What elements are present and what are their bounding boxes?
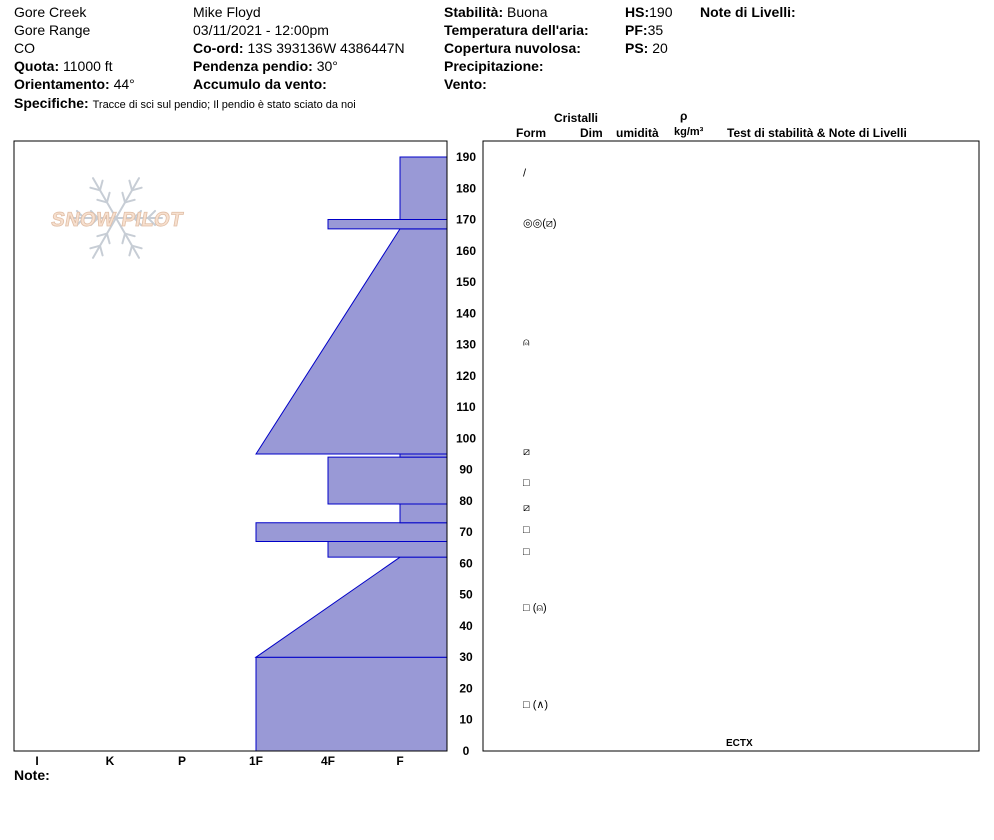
slope-label: Pendenza pendio:	[193, 58, 313, 74]
hardness-tick-label: P	[177, 754, 187, 768]
crystal-form-symbol: □	[523, 477, 530, 490]
hardness-tick-label: F	[396, 754, 404, 768]
hs-value: 190	[649, 4, 673, 20]
height-tick-label: 20	[459, 681, 473, 696]
layer-notes-label: Note di Livelli:	[700, 4, 796, 20]
flake-branch	[100, 181, 103, 191]
flake-branch	[107, 234, 110, 244]
hs-label: HS:	[625, 4, 650, 20]
height-tick-label: 130	[455, 337, 477, 352]
height-tick-label: 60	[459, 556, 473, 571]
crystal-form-symbol: □	[523, 545, 530, 558]
crystal-form-symbol: ⧄	[523, 445, 530, 458]
height-tick-label: 40	[459, 618, 473, 633]
layer-connector	[483, 560, 511, 564]
hardness-profile	[256, 157, 447, 751]
layer-connector	[483, 445, 511, 449]
height-tick-label: 170	[455, 212, 477, 227]
hardness-tick-label: K	[105, 754, 115, 768]
hardness-layer	[256, 229, 447, 454]
location: Gore Creek	[14, 4, 87, 20]
datetime: 03/11/2021 - 12:00pm	[193, 22, 329, 38]
height-tick-label: 70	[459, 525, 473, 540]
sky-label: Copertura nuvolosa:	[444, 40, 581, 56]
aspect-label: Orientamento:	[14, 76, 110, 92]
col-rho: ρ	[680, 109, 688, 123]
elevation-value: 11000 ft	[63, 58, 113, 74]
precip-label: Precipitazione:	[444, 58, 544, 74]
hardness-layer	[328, 220, 447, 229]
height-tick-label: 140	[455, 306, 477, 321]
crystal-form-symbol: □ (⍝)	[523, 602, 547, 615]
ps-value: 20	[652, 40, 668, 56]
flake-branch	[129, 181, 132, 191]
height-axis	[456, 150, 708, 758]
crystal-table-frame	[483, 141, 979, 751]
flake-branch	[107, 193, 110, 203]
crystal-form-symbol: □ (∧)	[523, 699, 549, 712]
aspect-value: 44°	[113, 76, 135, 92]
crystal-form-symbol: ◎◎(⧄)	[523, 217, 557, 230]
observer: Mike Floyd	[193, 4, 261, 20]
col-size: Dim	[580, 126, 603, 140]
snowpilot-logo	[49, 178, 185, 258]
wind-load-label: Accumulo da vento:	[193, 76, 327, 92]
height-tick-label: 90	[459, 462, 473, 477]
height-tick-label: 190	[455, 150, 477, 164]
crystal-form-symbol: ⧄	[523, 502, 530, 515]
state: CO	[14, 40, 35, 56]
hardness-layer	[400, 504, 447, 523]
crystal-form-symbol: /	[523, 167, 527, 180]
height-tick-label: 180	[455, 181, 477, 196]
stability-label: Stabilità:	[444, 4, 504, 20]
stability-value: Buona	[507, 4, 548, 20]
slope-value: 30°	[316, 58, 338, 74]
height-tick-label: 30	[459, 650, 473, 665]
height-tick-label: 0	[462, 744, 470, 758]
pf-label: PF:	[625, 22, 648, 38]
coord-label: Co-ord:	[193, 40, 244, 56]
crystal-table	[483, 141, 753, 751]
height-tick-label: 100	[455, 431, 477, 446]
hardness-layer	[256, 657, 447, 751]
height-tick-label: 80	[459, 493, 473, 508]
hardness-layer	[256, 557, 447, 657]
height-tick-label: 150	[455, 275, 477, 290]
elevation-label: Quota:	[14, 58, 60, 74]
col-density-unit: kg/m³	[674, 126, 704, 138]
specifics-label: Specifiche:	[14, 95, 89, 111]
flake-branch	[129, 246, 132, 256]
height-tick-label: 10	[459, 712, 473, 727]
ps-label: PS:	[625, 40, 649, 56]
test-label: ECTX	[726, 738, 753, 749]
specifics-value: Tracce di sci sul pendio; Il pendio è stato sciato da noi	[92, 99, 356, 111]
pf-value: 35	[647, 22, 664, 38]
height-tick-label: 120	[455, 368, 477, 383]
wind-label: Vento:	[444, 76, 487, 92]
height-tick-label: 50	[459, 587, 473, 602]
layer-connector	[483, 213, 511, 217]
note-label: Note:	[14, 767, 50, 783]
col-crystals: Cristalli	[554, 111, 599, 125]
col-form: Form	[516, 126, 546, 140]
height-tick-label: 160	[455, 243, 477, 258]
hardness-tick-label: 4F	[320, 754, 336, 768]
hardness-layer	[256, 523, 447, 542]
coord-value: 13S 393136W 4386447N	[247, 40, 405, 56]
hardness-layer	[328, 457, 447, 504]
hardness-tick-label: 1F	[248, 754, 264, 768]
hardness-layer	[400, 157, 447, 220]
flake-branch	[100, 246, 103, 256]
crystal-form-symbol: □	[523, 524, 530, 537]
test-pointer	[710, 741, 722, 749]
layer-connector	[483, 520, 511, 524]
col-tests: Test di stabilità & Note di Livelli	[727, 126, 907, 140]
flake-branch	[122, 234, 125, 244]
flake-branch	[122, 193, 125, 203]
logo-text: SNOW PILOT	[49, 209, 185, 231]
crystal-form-symbol: ⍝	[523, 336, 530, 349]
col-moisture: umidità	[616, 126, 659, 140]
range: Gore Range	[14, 22, 91, 38]
height-tick-label: 110	[456, 400, 476, 415]
air-temp-label: Temperatura dell'aria:	[444, 22, 589, 38]
hardness-layer	[328, 542, 447, 558]
hardness-tick-label: I	[35, 754, 39, 768]
